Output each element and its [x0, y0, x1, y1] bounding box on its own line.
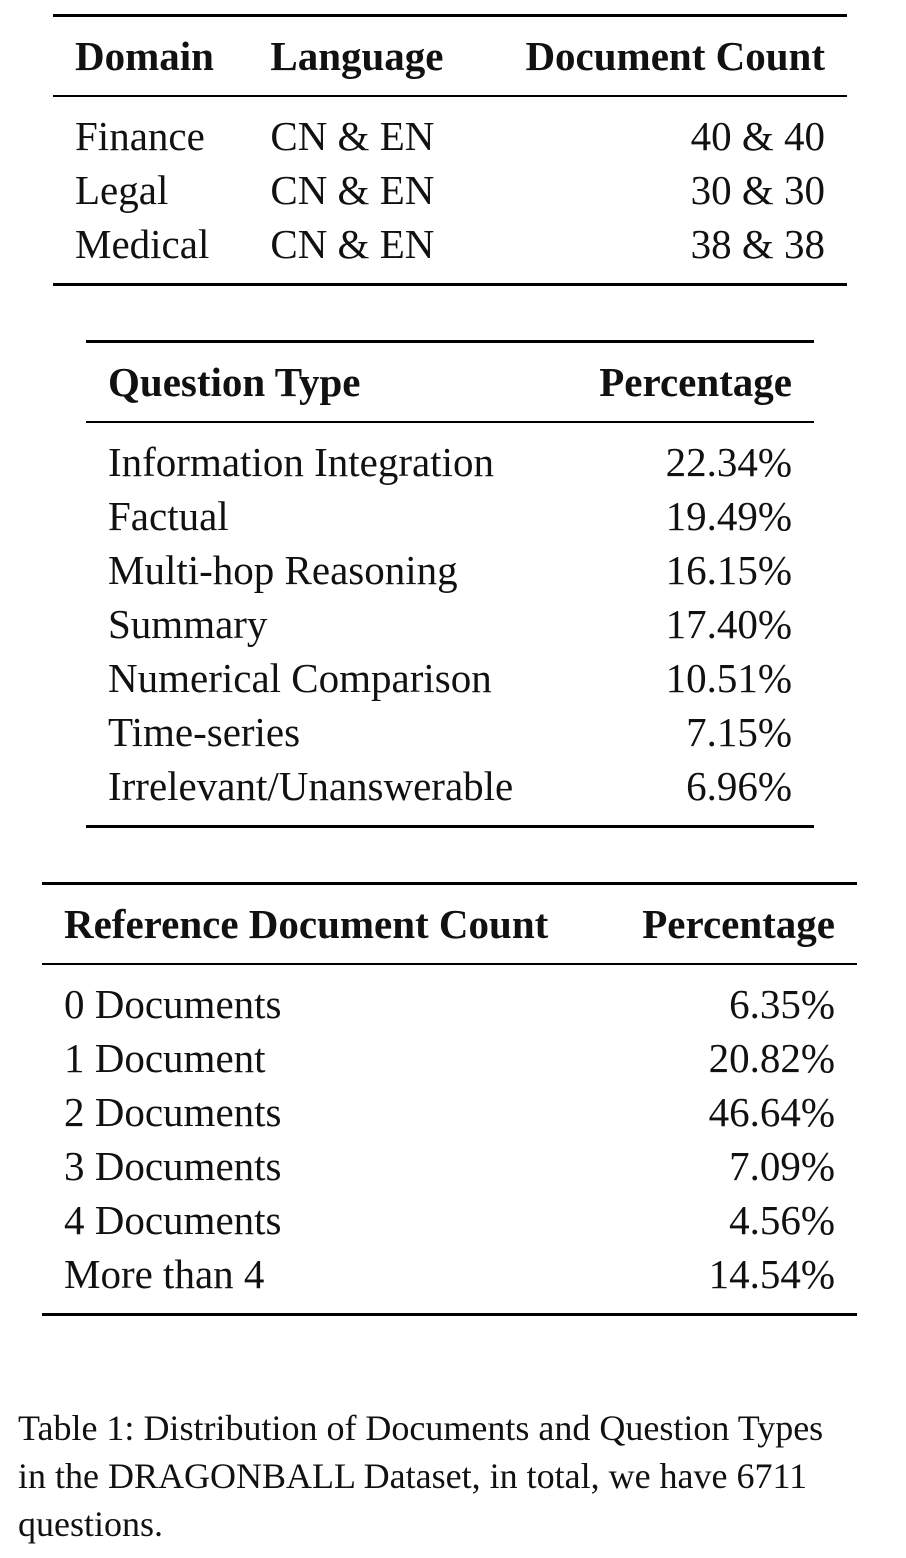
table-header-row: [53, 16, 847, 97]
table-row: [42, 1247, 857, 1315]
reference-count-cell: 0 Documents: [64, 981, 282, 1027]
question-type-cell: Irrelevant/Unanswerable: [86, 759, 563, 827]
table-row: [42, 1193, 857, 1247]
column-header-question-type: Question Type: [86, 342, 563, 423]
document-count-cell: 30 & 30: [690, 167, 825, 213]
percentage-cell: 7.15%: [686, 709, 792, 755]
table-row: [86, 422, 814, 489]
question-type-cell: Time-series: [108, 709, 301, 755]
percentage-cell: 22.34%: [665, 439, 792, 485]
table-row: [86, 759, 814, 827]
question-type-cell: Multi-hop Reasoning: [108, 547, 458, 593]
table-row: [86, 651, 814, 705]
table-row: [86, 543, 814, 597]
percentage-cell: 7.09%: [729, 1143, 835, 1189]
document-count-cell: 40 & 40: [690, 113, 825, 159]
reference-count-cell: 4 Documents: [64, 1197, 282, 1243]
question-type-cell: Summary: [108, 601, 268, 647]
question-type-cell: Numerical Comparison: [108, 655, 492, 701]
table-row: [86, 705, 814, 759]
percentage-cell: 17.40%: [665, 601, 792, 647]
table-row: [53, 96, 847, 163]
language-cell: CN & EN: [248, 217, 480, 285]
table-row: [53, 163, 847, 217]
domain-table: [53, 14, 847, 286]
table-row: [42, 1085, 857, 1139]
table-caption: [18, 1404, 898, 1548]
column-header-reference-document-count: Reference Document Count: [42, 884, 605, 965]
reference-count-cell: 3 Documents: [64, 1143, 282, 1189]
question-type-table: [86, 340, 814, 828]
percentage-cell: 4.56%: [729, 1197, 835, 1243]
reference-count-cell: More than 4: [42, 1247, 605, 1315]
reference-count-cell: 2 Documents: [64, 1089, 282, 1135]
domain-cell: Finance: [75, 113, 205, 159]
table-row: [42, 1031, 857, 1085]
question-type-cell: Factual: [108, 493, 229, 539]
table-header-row: [42, 884, 857, 965]
percentage-cell: 10.51%: [665, 655, 792, 701]
percentage-cell: 6.35%: [729, 981, 835, 1027]
caption-line: in the DRAGONBALL Dataset, in total, we have 6711: [18, 1456, 808, 1496]
caption-line: questions.: [18, 1504, 164, 1544]
column-header-language: Language: [248, 16, 480, 97]
table-row: [42, 1139, 857, 1193]
column-header-percentage: Percentage: [605, 884, 857, 965]
domain-cell: Legal: [75, 167, 169, 213]
table-row: [53, 217, 847, 285]
document-count-cell: 38 & 38: [480, 217, 847, 285]
caption-line: Table 1: Distribution of Documents and Question Types: [18, 1408, 824, 1448]
column-header-percentage: Percentage: [563, 342, 814, 423]
column-header-document-count: Document Count: [480, 16, 847, 97]
language-cell: CN & EN: [270, 113, 435, 159]
domain-cell: Medical: [53, 217, 248, 285]
percentage-cell: 6.96%: [563, 759, 814, 827]
question-type-cell: Information Integration: [108, 439, 494, 485]
table-row: [86, 597, 814, 651]
language-cell: CN & EN: [270, 167, 435, 213]
reference-document-count-table: [42, 882, 857, 1316]
percentage-cell: 20.82%: [708, 1035, 835, 1081]
percentage-cell: 46.64%: [708, 1089, 835, 1135]
reference-count-cell: 1 Document: [64, 1035, 266, 1081]
table-header-row: [86, 342, 814, 423]
table-row: [42, 964, 857, 1031]
percentage-cell: 19.49%: [665, 493, 792, 539]
percentage-cell: 14.54%: [605, 1247, 857, 1315]
column-header-domain: Domain: [53, 16, 248, 97]
percentage-cell: 16.15%: [665, 547, 792, 593]
table-row: [86, 489, 814, 543]
